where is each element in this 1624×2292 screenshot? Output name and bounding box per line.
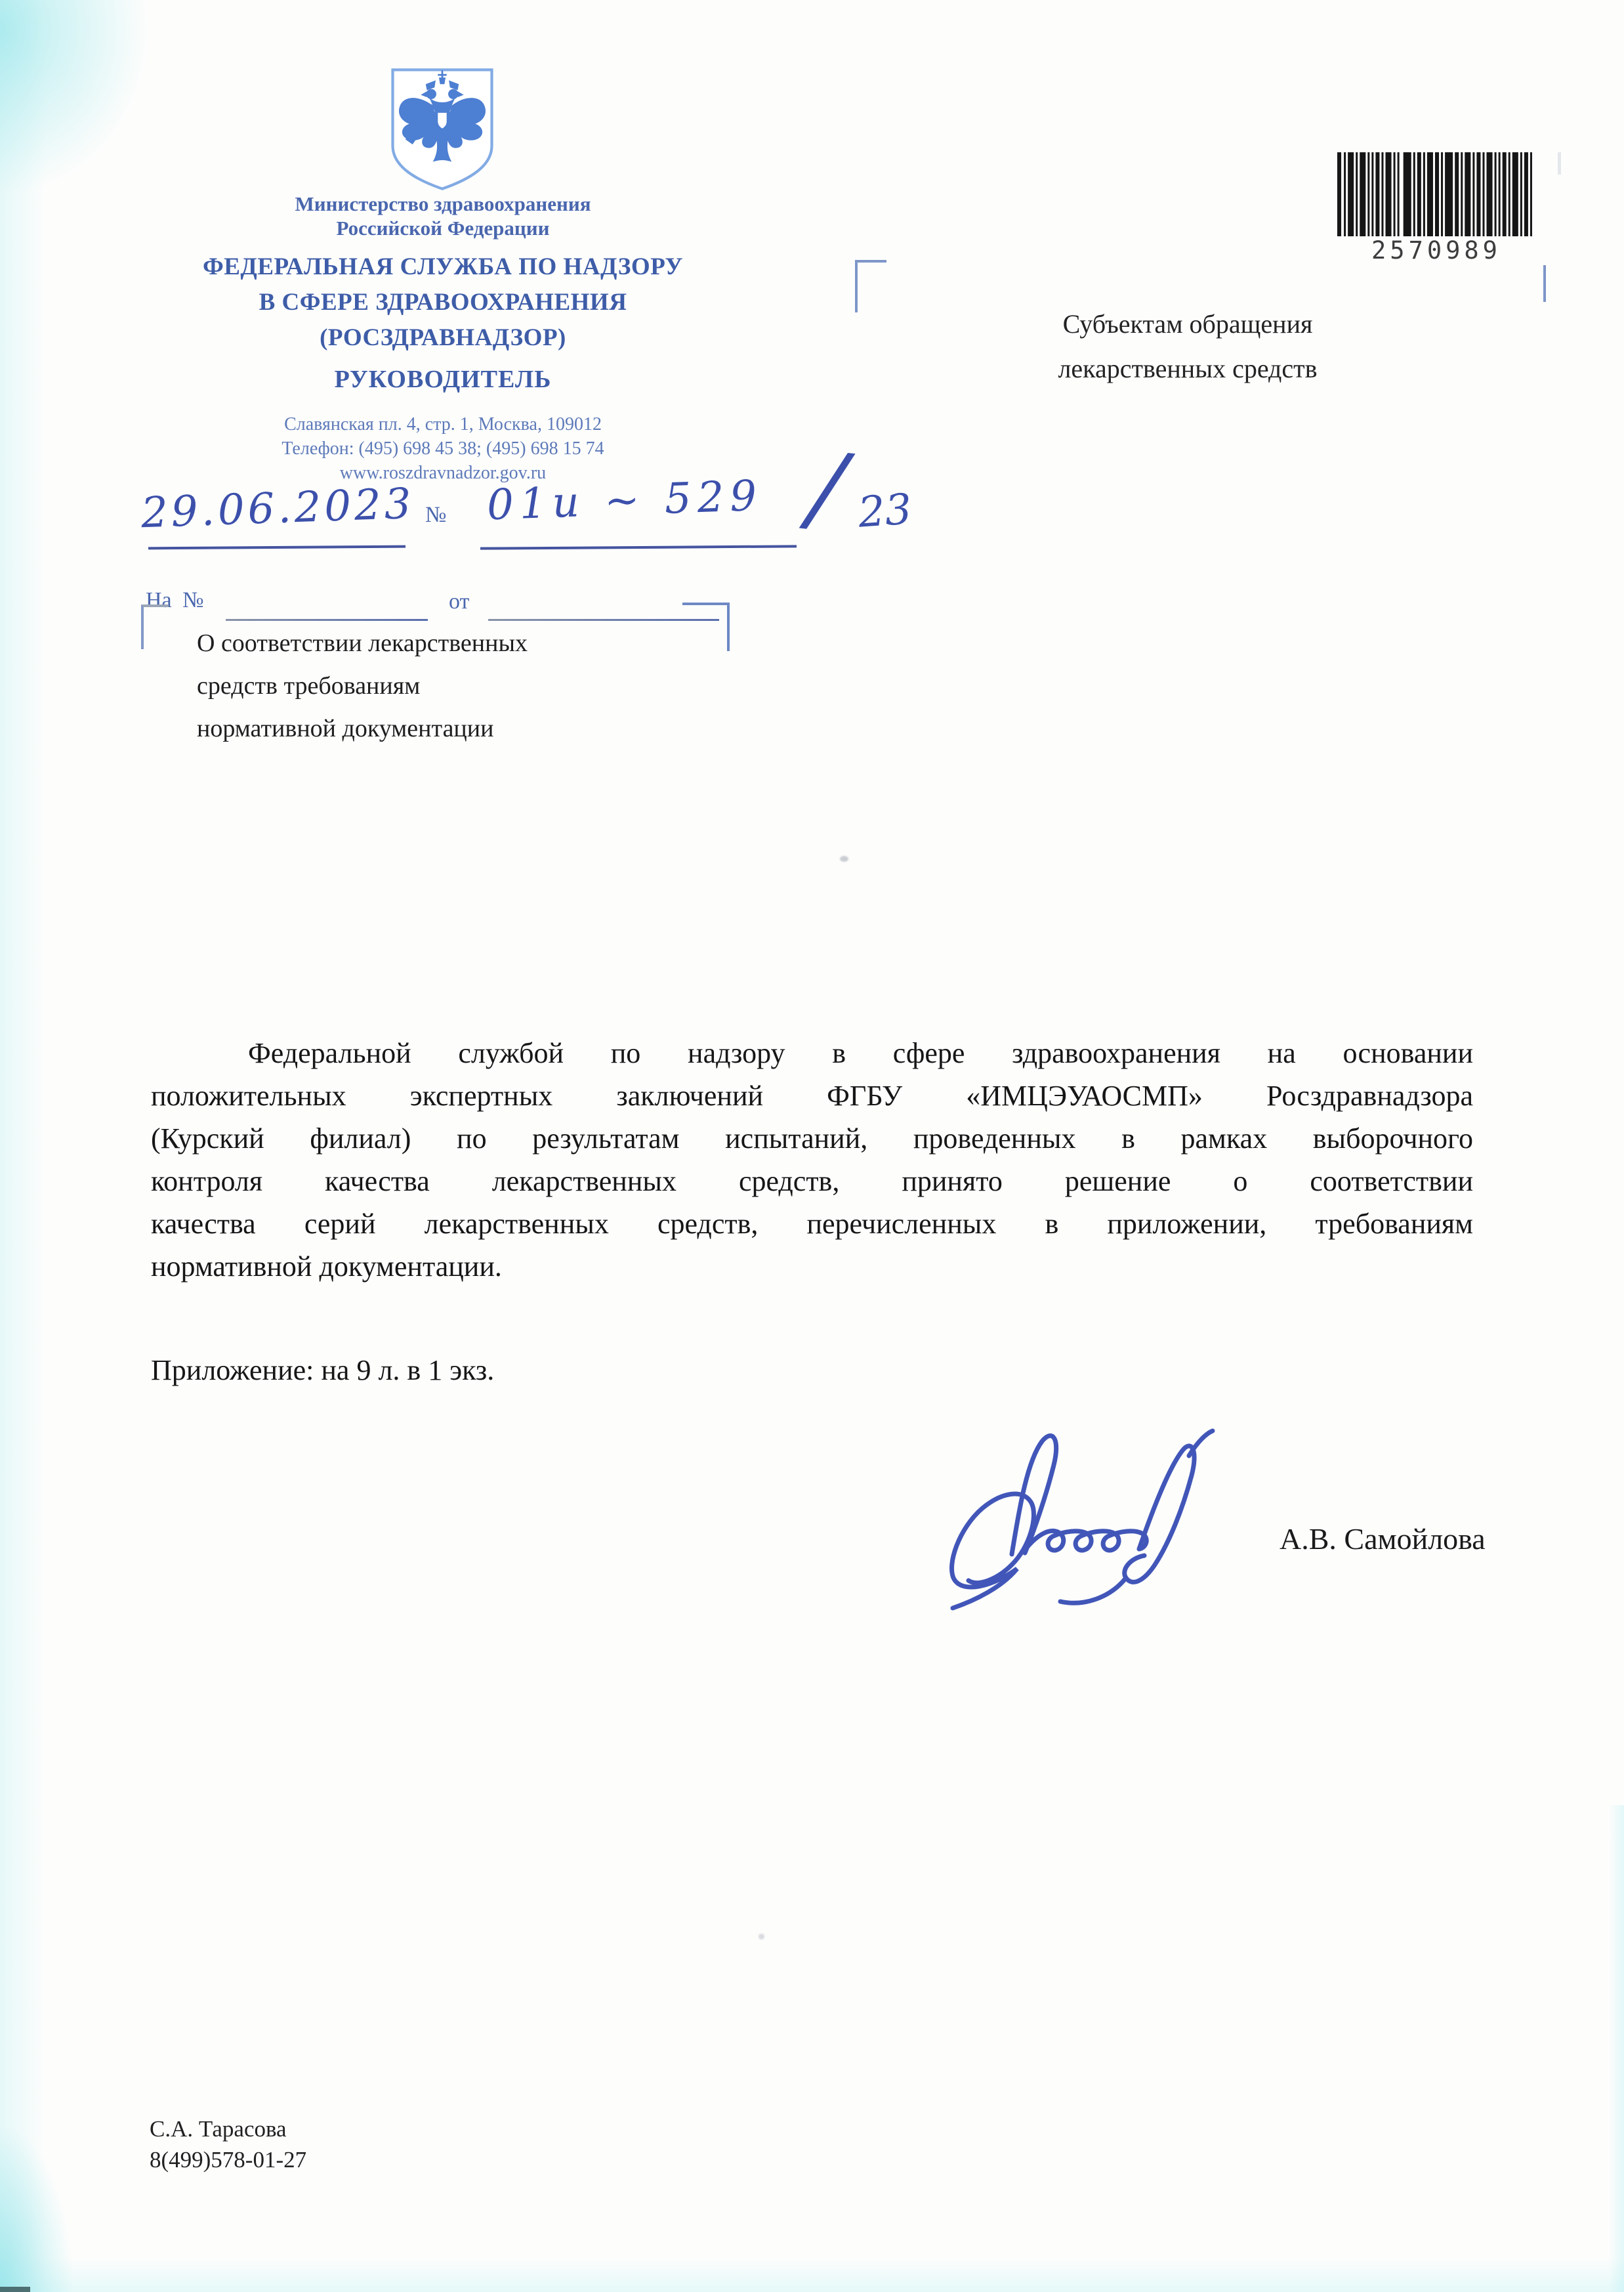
body-line: контроля качества лекарственных средств, принято решение о соответствии [151, 1165, 1473, 1197]
doc-number-label: № [425, 503, 447, 527]
subject-line3: нормативной документации [197, 715, 494, 742]
body-line: (Курский филиал) по результатам испытаний, проведенных в рамках выборочного [151, 1122, 1473, 1155]
reply-from-label: от [449, 589, 470, 614]
body-line: Федеральной службой по надзору в сфере здравоохранения на основании [248, 1037, 1473, 1069]
signature-scribble [913, 1390, 1287, 1613]
service-name [115, 249, 771, 356]
body-line: положительных экспертных заключений ФГБУ «ИМЦЭУАОСМП» Росздравнадзора [151, 1080, 1473, 1112]
ministry-name [115, 192, 771, 240]
scan-speck [759, 1934, 764, 1940]
contact-website: www.roszdravnadzor.gov.ru [339, 463, 547, 483]
contact-phone: Телефон: (495) 698 45 38; (495) 698 15 74 [281, 438, 604, 459]
russia-coat-of-arms-icon [387, 64, 497, 194]
corner-mark [1543, 265, 1546, 302]
handwritten-doc-year: 23 [856, 485, 913, 538]
scan-artifact [0, 0, 46, 2292]
ruled-line [148, 545, 406, 550]
subject-line2: средств требованиям [197, 672, 421, 700]
position-title: РУКОВОДИТЕЛЬ [334, 366, 552, 393]
recipient-line2: лекарственных средств [1058, 354, 1318, 383]
ministry-line1: Министерство здравоохранения [295, 192, 591, 215]
contact-block [115, 412, 771, 485]
ruled-line [480, 545, 797, 549]
scan-artifact [1609, 1805, 1624, 2292]
executor-phone: 8(499)578-01-27 [150, 2147, 307, 2173]
executor-name: С.А. Тарасова [150, 2116, 287, 2142]
body-line: качества серий лекарственных средств, перечисленных в приложении, требованиям [151, 1208, 1473, 1240]
signer-name: А.В. Самойлова [1280, 1522, 1486, 1556]
recipient-block [984, 302, 1391, 391]
body-paragraph [151, 1032, 1473, 1288]
ministry-line2: Российской Федерации [336, 217, 550, 240]
scan-artifact [0, 2257, 1624, 2292]
service-line3: (РОСЗДРАВНАДЗОР) [320, 324, 566, 351]
handwritten-date: 29.06.2023 [140, 479, 415, 538]
corner-mark [141, 605, 169, 649]
scan-speck [1558, 152, 1561, 175]
scan-artifact [0, 0, 151, 197]
barcode-number: 2570989 [1371, 236, 1501, 265]
attachment-note: Приложение: на 9 л. в 1 экз. [151, 1354, 495, 1386]
service-line2: В СФЕРЕ ЗДРАВООХРАНЕНИЯ [259, 289, 627, 316]
subject-line1: О соответствии лекарственных [197, 629, 528, 657]
scan-artifact [0, 2127, 72, 2292]
subject-block [197, 622, 709, 750]
ruled-line [226, 619, 428, 621]
handwritten-slash: / [805, 430, 850, 547]
corner-mark [855, 260, 886, 312]
recipient-line1: Субъектам обращения [1062, 309, 1313, 339]
service-line1: ФЕДЕРАЛЬНАЯ СЛУЖБА ПО НАДЗОРУ [202, 253, 684, 280]
contact-address: Славянская пл. 4, стр. 1, Москва, 109012 [284, 414, 602, 435]
handwritten-doc-number: 01и ~ 529 [486, 471, 764, 530]
executor-block [150, 2113, 306, 2175]
reply-number-label: На № [146, 588, 204, 612]
body-line: нормативной документации. [151, 1250, 502, 1283]
scan-artifact [0, 2287, 30, 2292]
scan-speck [840, 856, 848, 862]
barcode [1337, 152, 1535, 236]
